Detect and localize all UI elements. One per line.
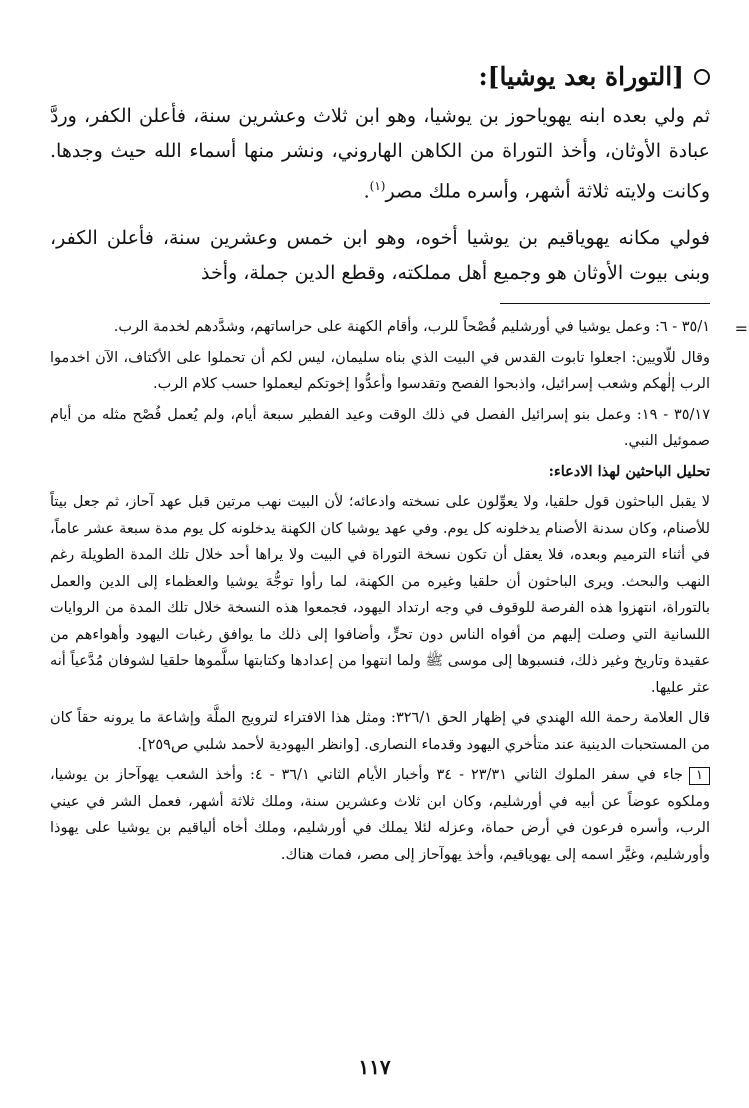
continuation-mark: = [734, 319, 748, 339]
page-body [50, 62, 748, 872]
note-subheading: تحليل الباحثين لهذا الادعاء: [548, 462, 710, 480]
main-paragraph-2: فولي مكانه يهوياقيم بن يوشيا أخوه، وهو ابن خمس وعشرين سنة، فأعلن الكفر، وبنى بيوت الأوثان هو وجميع أهل مملكته، وقطع الدين جملة، وأخذ [50, 227, 710, 285]
note-paragraph: قال العلامة رحمة الله الهندي في إظهار الحق ٣٢٦/١: ومثل هذا الافتراء لترويج الملَّة وإشاعة ما يرونه حقاً كان من المستحبات الدينية عند متأخري اليهود وقدماء النصارى. [وانظر اليهودية لأحمد شلبي ص٢٥٩]. [50, 710, 710, 753]
footnotes [50, 314, 748, 868]
footnote-1: ١جاء في سفر الملوك الثاني ٢٣/٣١ - ٣٤ وأخبار الأيام الثاني ٣٦/١ - ٤: وأخذ الشعب يهوآحاز بن يوشيا، وملكوه عوضاً عن أبيه في أورشليم، وكان ابن ثلاث وعشرين سنة، وملك ثلاثة أشهر، فعمل الشر في عيني الرب، وأسره فرعون في أرض حماة، وعزله لئلا يملك في أورشليم، وملك أخاه ألياقيم بن يوشيا على يهوذا وأورشليم، وغيَّر اسمه إلى يهوياقيم، وأخذ يهوآحاز إلى مصر، فمات هناك. [50, 767, 710, 863]
page-number: ١١٧ [358, 1055, 391, 1079]
note-paragraph: ٣٥/١٧ - ١٩: وعمل بنو إسرائيل الفصل في ذلك الوقت وعيد الفطير سبعة أيام، ولم يُعمل فُصْح مثله من أيام صموئيل النبي. [50, 406, 710, 450]
section-heading-text: [التوراة بعد يوشيا]: [478, 62, 684, 91]
section-heading [50, 62, 710, 91]
note-paragraph: ٣٥/١ - ٦: وعمل يوشيا في أورشليم فُصْحاً للرب، وأقام الكهنة على حراساتهم، وشدَّدهم لخدمة الرب. [113, 319, 710, 336]
main-paragraph-1: ثم ولي بعده ابنه يهوياحوز بن يوشيا، وهو ابن ثلاث وعشرين سنة، فأعلن الكفر، وردَّ عبادة الأوثان، وأخذ التوراة من الكاهن الهاروني، ونشر منها أسماء الله حيث وجدها. وكانت ولايته ثلاثة أشهر، وأسره ملك مصر$^{(١)}$. [50, 105, 710, 203]
footnote-ref[interactable]: (١) [369, 179, 386, 193]
note-paragraph: وقال للّاويين: اجعلوا تابوت القدس في البيت الذي بناه سليمان، ليس لكم أن تحملوا على الأكتاف، الآن اخدموا الرب إلٰهكم وشعب إسرائيل، واذبحوا الفصح وتقدسوا وأعدُّوا إخوتكم ليعملوا حسب كلام الرب. [50, 349, 710, 393]
bullet-circle-icon [694, 69, 710, 85]
note-paragraph: لا يقبل الباحثون قول حلقيا، ولا يعوِّلون على نسخته وادعائه؛ لأن البيت نهب مرتين قبل عهد آحاز، ثم جعل بيتاً للأصنام، وكان سدنة الأصنام يدخلونه كل يوم. وفي عهد يوشيا كان الكهنة يدخلونه كل يوم مدة سبعة عشر عاماً، في أثناء الترميم وبعده، فلا يعقل أن تكون نسخة التوراة في البيت ولا يراها أحد خلال تلك المدة الطويلة رغم النهب والبحث. ويرى الباحثون أن حلقيا وغيره من الكهنة، لما رأوا توجُّهَ يوشيا والعظماء إلى الدين والعمل بالتوراة، انتهزوا هذه الفرصة للوقوف في وجه ارتداد اليهود، فجمعوا هذه النسخة خلال تلك المدة من الروايات اللسانية التي وصلت إليهم من أفواه الناس دون تحرٍّ، وأضافوا إلى ذلك ما يوافق رغبات اليهود وأهواءهم من عقيدة وتاريخ وغير ذلك، فنسبوها إلى موسى ﷺ ولما انتهوا من إعدادها وكتابتها سلَّموها حلقيا لشوفان مُدَّعياً أنه عثر عليها. [50, 494, 710, 696]
footnote-number-box: ١ [689, 767, 710, 785]
main-text [50, 99, 710, 291]
footnote-divider [500, 303, 710, 304]
